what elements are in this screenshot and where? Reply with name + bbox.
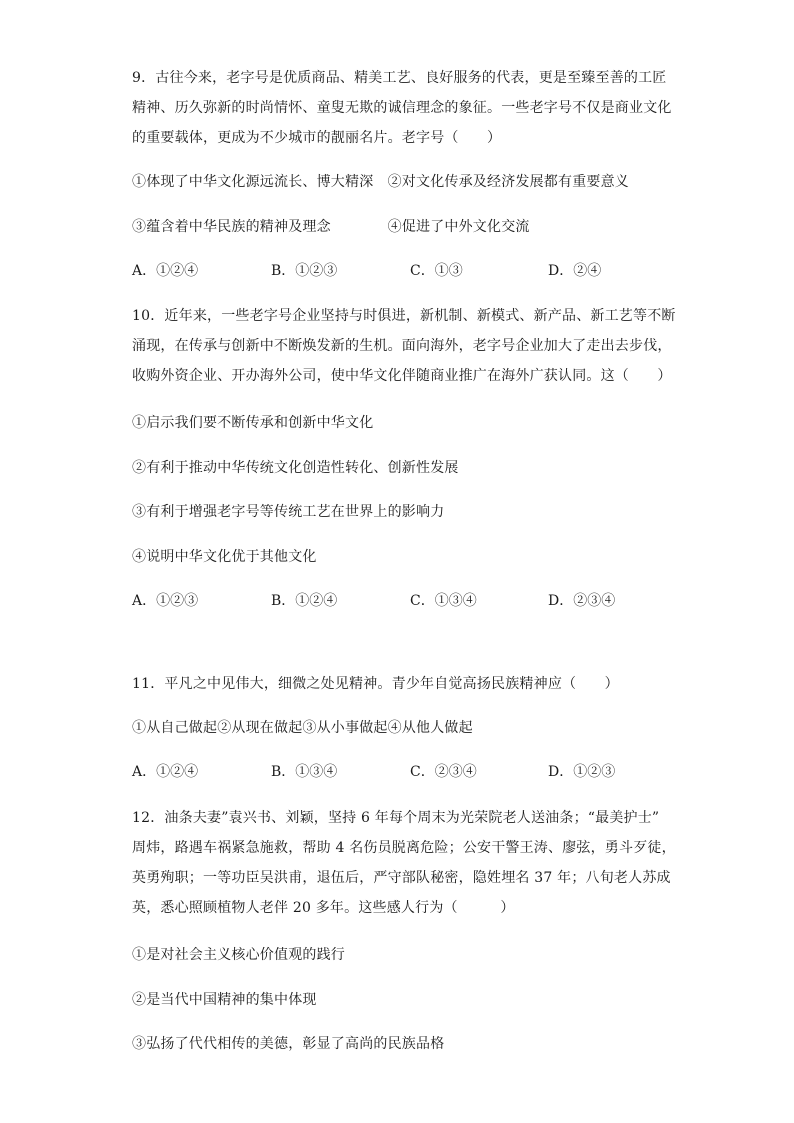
question-11-option-a[interactable]: A．①②④ [132, 764, 199, 780]
question-10-statement-2: ②有利于推动中华传统文化创造性转化、创新性发展 [132, 460, 459, 476]
question-11-option-d[interactable]: D．①②③ [548, 764, 616, 780]
question-10-statement-4: ④说明中华文化优于其他文化 [132, 549, 317, 565]
question-12-statement-1: ①是对社会主义核心价值观的践行 [132, 947, 345, 963]
question-9-statement-line-1: ①体现了中华文化源远流长、博大精深 ②对文化传承及经济发展都有重要意义 [132, 174, 629, 190]
question-9-option-a[interactable]: A．①②④ [132, 263, 199, 279]
question-9-stem-line-2: 精神、历久弥新的时尚情怀、童叟无欺的诚信理念的象征。一些老字号不仅是商业文化 [132, 100, 672, 116]
question-9-option-b[interactable]: B．①②③ [271, 263, 338, 279]
question-12-statement-3: ③弘扬了代代相传的美德，彰显了高尚的民族品格 [132, 1036, 445, 1052]
question-9-stem-line-1: 9．古往今来，老字号是优质商品、精美工艺、良好服务的代表，更是至臻至善的工匠 [132, 70, 667, 86]
question-11-statement-1: ①从自己做起②从现在做起③从小事做起④从他人做起 [132, 720, 473, 736]
question-10-statement-3: ③有利于增强老字号等传统工艺在世界上的影响力 [132, 504, 445, 520]
question-10-statement-1: ①启示我们要不断传承和创新中华文化 [132, 415, 374, 431]
question-10-option-d[interactable]: D．②③④ [548, 593, 616, 609]
question-9-option-c[interactable]: C．①③ [410, 263, 463, 279]
question-9-stem-line-3: 的重要载体，更成为不少城市的靓丽名片。老字号（ ） [132, 130, 502, 146]
question-10-stem-line-1: 10．近年来，一些老字号企业坚持与时俱进，新机制、新模式、新产品、新工艺等不断 [132, 308, 676, 324]
question-12-stem-line-1: 12．油条夫妻”袁兴书、刘颖，坚持 6 年每个周末为光荣院老人送油条；“最美护士” [132, 810, 660, 826]
question-9-statement-line-2: ③蕴含着中华民族的精神及理念 ④促进了中外文化交流 [132, 219, 530, 235]
question-10-stem-line-3: 收购外资企业、开办海外公司，使中华文化伴随商业推广在海外广获认同。这（ ） [132, 368, 672, 384]
question-9-option-d[interactable]: D．②④ [548, 263, 602, 279]
question-11-option-c[interactable]: C．②③④ [410, 764, 477, 780]
question-10-option-a[interactable]: A．①②③ [132, 593, 199, 609]
question-11-stem-line-1: 11．平凡之中见伟大，细微之处见精神。青少年自觉高扬民族精神应（ ） [132, 676, 619, 692]
question-12-statement-2: ②是当代中国精神的集中体现 [132, 992, 317, 1008]
question-11-option-b[interactable]: B．①③④ [271, 764, 338, 780]
question-10-option-b[interactable]: B．①②④ [271, 593, 338, 609]
question-12-stem-line-2: 周炜，路遇车祸紧急施救，帮助 4 名伤员脱离危险；公安干警王涛、廖弦，勇斗歹徒， [132, 840, 676, 856]
question-10-stem-line-2: 涌现，在传承与创新中不断焕发新的生机。面向海外，老字号企业加大了走出去步伐， [132, 338, 672, 354]
question-12-stem-line-3: 英勇殉职；一等功臣吴洪甫，退伍后，严守部队秘密，隐姓埋名 37 年；八旬老人苏成 [132, 870, 671, 886]
question-10-option-c[interactable]: C．①③④ [410, 593, 477, 609]
question-12-stem-line-4: 英，悉心照顾植物人老伴 20 多年。这些感人行为（ ） [132, 900, 515, 916]
